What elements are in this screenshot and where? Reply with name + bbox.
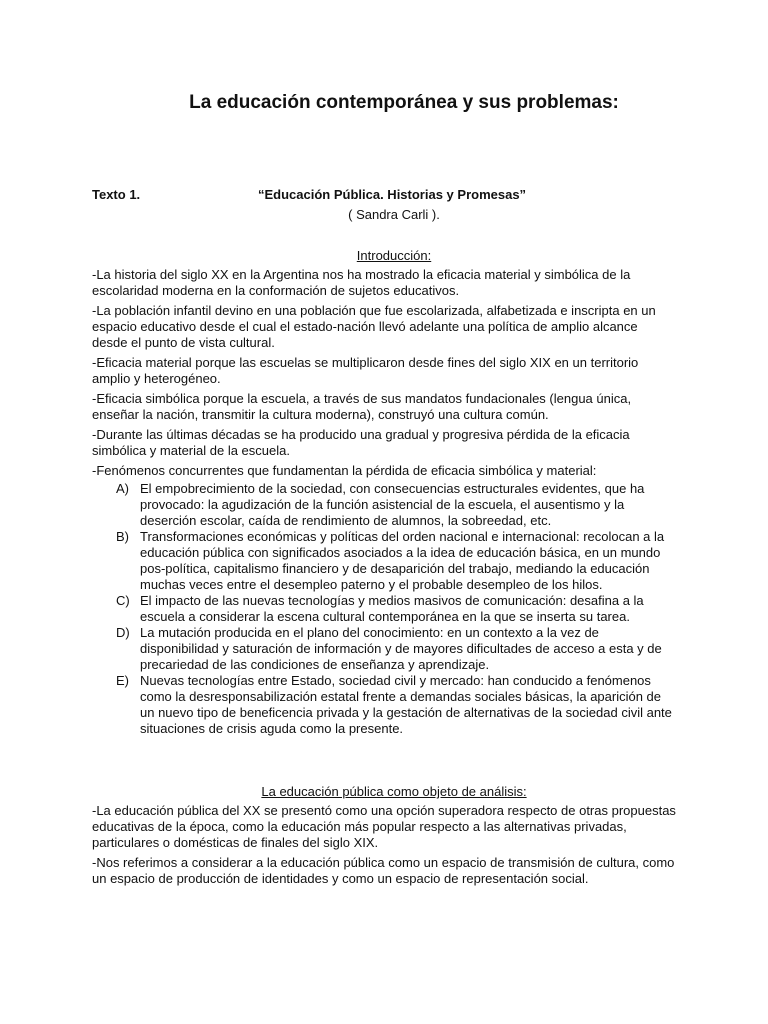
analysis-paragraph: -La educación pública del XX se presentó como una opción superadora respecto de otras propuestas educativas de la época, como la educación más popular respecto a las alternativas privadas, particulares o domésticas de finales del siglo XIX. (92, 803, 676, 850)
list-marker: E) (116, 673, 129, 688)
intro-heading: Introducción: (356, 248, 432, 263)
analysis-section (92, 803, 676, 891)
list-item (92, 625, 676, 673)
phenomena-list (92, 481, 676, 737)
list-item-text: El impacto de las nuevas tecnologías y medios masivos de comunicación: desafina a la escuela a considerar la escena cultural contemporánea en la que se inserta su tarea. (140, 593, 644, 624)
list-item-text: Nuevas tecnologías entre Estado, sociedad civil y mercado: han conducido a fenómenos como la desresponsabilización estatal frente a demandas sociales básicas, la aparición de un nuevo tipo de beneficencia privada y la gestación de alternativas de la sociedad civil ante situaciones de crisis aguda como la presente. (140, 673, 672, 736)
intro-paragraph: -Fenómenos concurrentes que fundamentan la pérdida de eficacia simbólica y material: (92, 463, 597, 478)
list-marker: B) (116, 529, 129, 544)
texto-title: “Educación Pública. Historias y Promesas” (258, 187, 527, 202)
texto-author: ( Sandra Carli ). (348, 207, 440, 222)
texto-header (92, 187, 672, 205)
intro-paragraph: -La población infantil devino en una población que fue escolarizada, alfabetizada e inscripta en un espacio educativo desde el cual el estado-nación llevó adelante una política de amplio alcance desde el punto de vista cultural. (92, 303, 656, 350)
intro-paragraph: -Durante las últimas décadas se ha producido una gradual y progresiva pérdida de la eficacia simbólica y material de la escuela. (92, 427, 630, 458)
list-item (92, 481, 676, 529)
list-item (92, 529, 676, 593)
intro-paragraph: -Eficacia material porque las escuelas se multiplicaron desde fines del siglo XIX en un territorio amplio y heterogéneo. (92, 355, 639, 386)
analysis-paragraph: -Nos referimos a considerar a la educación pública como un espacio de transmisión de cultura, como un espacio de producción de identidades y como un espacio de representación social. (92, 855, 675, 886)
list-item (92, 673, 676, 737)
list-item (92, 593, 676, 625)
texto-label: Texto 1. (92, 187, 141, 202)
analysis-heading: La educación pública como objeto de análisis: (261, 784, 527, 799)
intro-paragraph: -La historia del siglo XX en la Argentina nos ha mostrado la eficacia material y simbólica de la escolaridad moderna en la conformación de sujetos educativos. (92, 267, 631, 298)
list-item-text: Transformaciones económicas y políticas del orden nacional e internacional: recolocan a la educación pública con significados asociados a la idea de educación básica, en un mundo pos-política, capitalismo financiero y de desaparición del trabajo, mediando la educación muchas veces entre el desempleo paterno y el probable desempleo de los hilos. (140, 529, 665, 592)
list-marker: A) (116, 481, 129, 496)
list-item-text: El empobrecimiento de la sociedad, con consecuencias estructurales evidentes, que ha provocado: la agudización de la función asistencial de la escuela, el ausentismo y la deserción escolar, caída de rendimiento de alumnos, la sobreedad, etc. (140, 481, 645, 528)
document-title: La educación contemporánea y sus problemas: (189, 92, 619, 113)
intro-paragraph: -Eficacia simbólica porque la escuela, a través de sus mandatos fundacionales (lengua única, enseñar la nación, transmitir la cultura moderna), construyó una cultura común. (92, 391, 632, 422)
list-marker: D) (116, 625, 130, 640)
list-marker: C) (116, 593, 130, 608)
intro-section (92, 267, 676, 737)
list-item-text: La mutación producida en el plano del conocimiento: en un contexto a la vez de disponibilidad y saturación de información y de mayores dificultades de acceso a esta y de precariedad de las condiciones de enseñanza y aprendizaje. (140, 625, 662, 672)
